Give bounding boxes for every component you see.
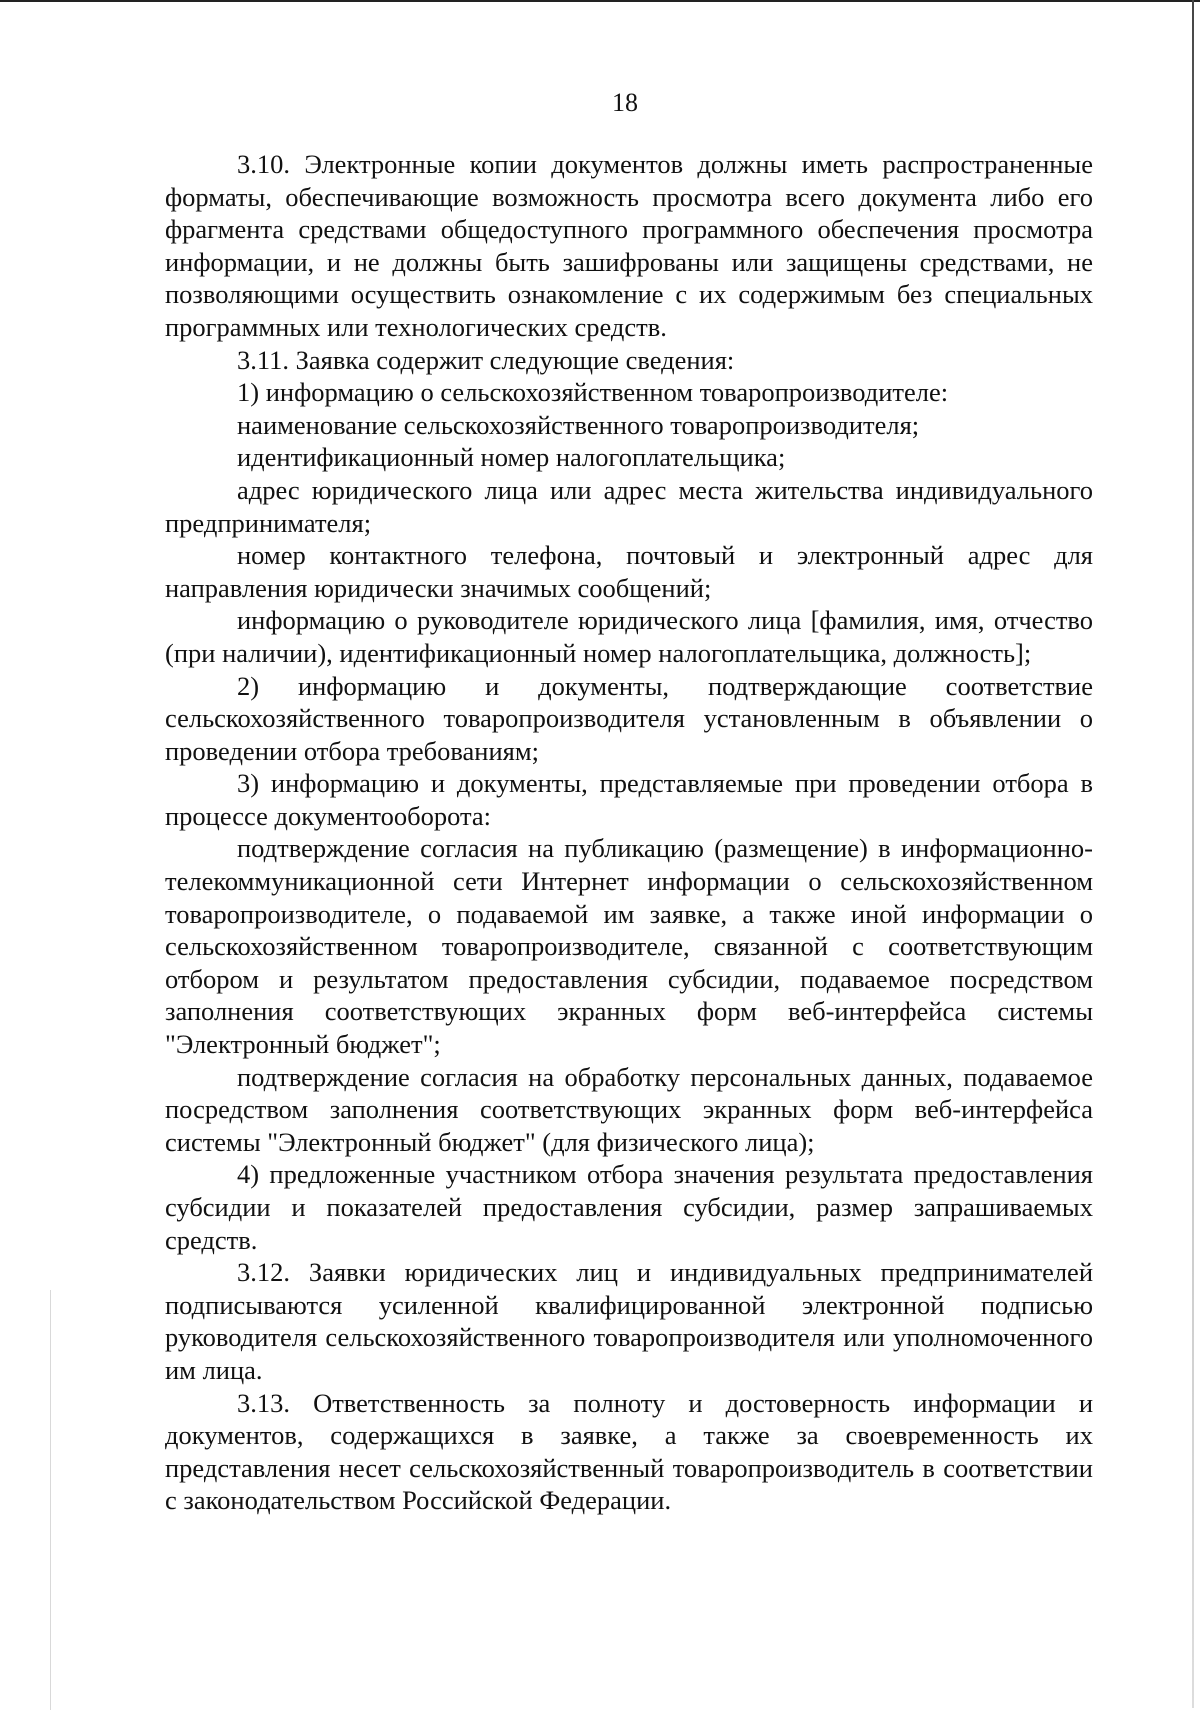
- item-publication-consent: подтверждение согласия на публикацию (размещение) в информационно-телекоммуникационной сети Интернет информации о сельскохозяйственном товаропроизводителе, о подаваемой им заявке, а также иной информации о сельскохозяйственном товаропроизводителе, связанной с соответствующим отбором и результатом предоставления субсидии, подаваемое посредством заполнения соответствующих экранных форм веб-интерфейса системы "Электронный бюджет";: [165, 833, 1093, 1060]
- item-producer-name: наименование сельскохозяйственного товаропроизводителя;: [237, 409, 920, 440]
- item-4-proposed-values: 4) предложенные участником отбора значения результата предоставления субсидии и показателей предоставления субсидии, размер запрашиваемых средств.: [165, 1159, 1093, 1255]
- paragraph-3-13: 3.13. Ответственность за полноту и достоверность информации и документов, содержащихся в заявке, а также за своевременность их представления несет сельскохозяйственный товаропроизводитель в соответствии с законодательством Российской Федерации.: [165, 1387, 1093, 1516]
- item-contacts: номер контактного телефона, почтовый и электронный адрес для направления юридически значимых сообщений;: [165, 540, 1093, 603]
- document-body: [165, 148, 1093, 1517]
- item-3-workflow-docs: 3) информацию и документы, представляемые при проведении отбора в процессе документооборота:: [165, 768, 1093, 831]
- item-personal-data-consent: подтверждение согласия на обработку персональных данных, подаваемое посредством заполнения соответствующих экранных форм веб-интерфейса системы "Электронный бюджет" (для физического лица);: [165, 1061, 1093, 1157]
- page-number: 18: [612, 88, 638, 117]
- item-head-info: информацию о руководителе юридического лица [фамилия, имя, отчество (при наличии), идентификационный номер налогоплательщика, должность];: [165, 605, 1093, 668]
- item-1-producer-info: 1) информацию о сельскохозяйственном товаропроизводителе:: [237, 377, 949, 408]
- paragraph-3-12: 3.12. Заявки юридических лиц и индивидуальных предпринимателей подписываются усиленной квалифицированной электронной подписью руководителя сельскохозяйственного товаропроизводителя или уполномоченного им лица.: [165, 1257, 1093, 1385]
- item-tax-id: идентификационный номер налогоплательщика;: [237, 442, 786, 473]
- paragraph-3-10: 3.10. Электронные копии документов должны иметь распространенные форматы, обеспечивающие возможность просмотра всего документа либо его фрагмента средствами общедоступного программного обеспечения просмотра информации, и не должны быть зашифрованы или защищены средствами, не позволяющими осуществить ознакомление с их содержимым без специальных программных или технологических средств.: [165, 149, 1093, 342]
- scan-right-border: [1192, 0, 1194, 1708]
- paragraph-3-11: 3.11. Заявка содержит следующие сведения:: [237, 344, 735, 375]
- item-2-compliance-docs: 2) информацию и документы, подтверждающие соответствие сельскохозяйственного товаропроизводителя установленным в объявлении о проведении отбора требованиям;: [165, 670, 1093, 766]
- item-address: адрес юридического лица или адрес места жительства индивидуального предпринимателя;: [165, 474, 1093, 538]
- scan-top-border: [0, 0, 1200, 2]
- scan-left-shadow: [50, 1290, 51, 1710]
